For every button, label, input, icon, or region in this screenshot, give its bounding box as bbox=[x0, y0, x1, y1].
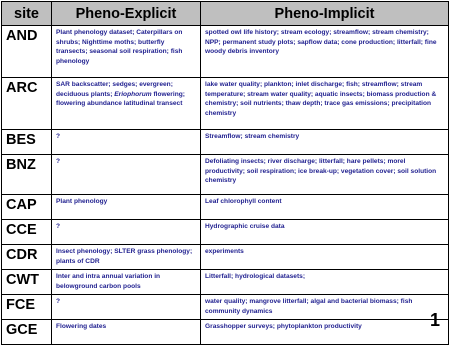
implicit-cell: Litterfall; hydrological datasets; bbox=[201, 270, 449, 295]
implicit-cell: Leaf chlorophyll content bbox=[201, 195, 449, 220]
implicit-cell: Defoliating insects; river discharge; litterfall; hare pellets; morel productivity; soil respiration; ice break-up; vegetation cover; soil solution chemistry bbox=[201, 155, 449, 195]
explicit-cell: Plant phenology bbox=[52, 195, 201, 220]
explicit-text: flowering; flowering abundance latitudinal transect bbox=[56, 90, 185, 108]
table-row bbox=[2, 320, 449, 345]
table-row bbox=[2, 245, 449, 270]
site-cell: ARC bbox=[2, 78, 52, 130]
explicit-cell: Inter and intra annual variation in belowground carbon pools bbox=[52, 270, 201, 295]
table-row bbox=[2, 220, 449, 245]
explicit-cell: Flowering dates bbox=[52, 320, 201, 345]
table-row bbox=[2, 195, 449, 220]
implicit-cell: Streamflow; stream chemistry bbox=[201, 130, 449, 155]
implicit-cell: experiments bbox=[201, 245, 449, 270]
site-cell: CAP bbox=[2, 195, 52, 220]
table-row bbox=[2, 270, 449, 295]
explicit-italic-text: Eriophorum bbox=[114, 90, 152, 98]
page-number: 1 bbox=[429, 310, 440, 330]
site-cell: CDR bbox=[2, 245, 52, 270]
explicit-cell: ? bbox=[52, 130, 201, 155]
table-row bbox=[2, 26, 449, 78]
table-row bbox=[2, 155, 449, 195]
header-row bbox=[2, 2, 449, 26]
site-phenology-table bbox=[1, 1, 449, 345]
header-site: site bbox=[2, 2, 52, 26]
table-row bbox=[2, 130, 449, 155]
implicit-cell: water quality; mangrove litterfall; algal and bacterial biomass; fish community dynamics bbox=[201, 295, 449, 320]
site-cell: GCE bbox=[2, 320, 52, 345]
site-cell: BES bbox=[2, 130, 52, 155]
implicit-cell: Grasshopper surveys; phytoplankton productivity bbox=[201, 320, 449, 345]
site-cell: CCE bbox=[2, 220, 52, 245]
explicit-cell: ? bbox=[52, 295, 201, 320]
implicit-cell: Hydrographic cruise data bbox=[201, 220, 449, 245]
implicit-cell: lake water quality; plankton; inlet discharge; fish; streamflow; stream temperature; stream water quality; aquatic insects; biomass production & chemistry; soil nutrients; thaw depth; trace gas emissions; precipitation chemistry bbox=[201, 78, 449, 130]
site-cell: AND bbox=[2, 26, 52, 78]
explicit-cell: Plant phenology dataset; Caterpillars on shrubs; Nighttime moths; butterfly transects; seasonal soil respiration; fish phenology bbox=[52, 26, 201, 78]
header-pheno-implicit: Pheno-Implicit bbox=[201, 2, 449, 26]
explicit-text: SAR backscatter; sedges; evergreen; deciduous plants; bbox=[56, 81, 173, 98]
header-pheno-explicit: Pheno-Explicit bbox=[52, 2, 201, 26]
site-cell: BNZ bbox=[2, 155, 52, 195]
explicit-cell bbox=[52, 78, 201, 130]
site-cell: CWT bbox=[2, 270, 52, 295]
explicit-cell: ? bbox=[52, 155, 201, 195]
table-row bbox=[2, 295, 449, 320]
implicit-cell: spotted owl life history; stream ecology; streamflow; stream chemistry; NPP; permanent study plots; sapflow data; cone production; litterfall; fine woody debris inventory bbox=[201, 26, 449, 78]
table-row bbox=[2, 78, 449, 130]
explicit-cell: ? bbox=[52, 220, 201, 245]
site-cell: FCE bbox=[2, 295, 52, 320]
explicit-cell: Insect phenology; SLTER grass phenology; plants of CDR bbox=[52, 245, 201, 270]
